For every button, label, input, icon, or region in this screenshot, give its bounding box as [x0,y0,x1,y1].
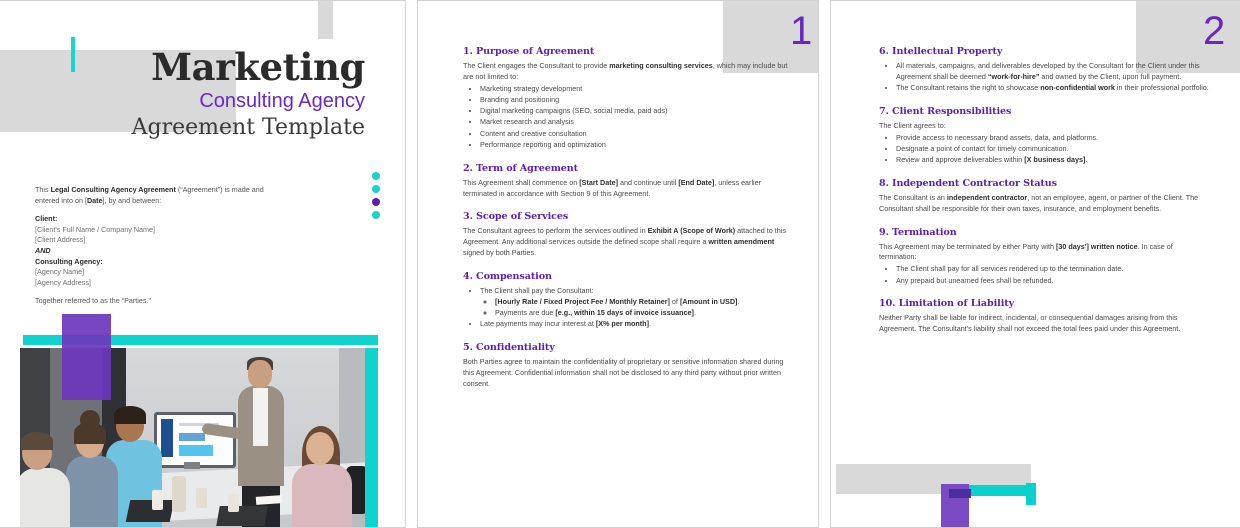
cover-and-label [35,246,280,257]
section-confidentiality [463,341,793,389]
section-4-bullet-list [463,286,793,330]
cover-intro-spacer-2 [35,288,280,296]
section-independent-contractor-status [879,177,1209,215]
section-6-b2-a: The Consultant retains the right to showcase [896,83,1041,93]
section-6-b2-b: in their professional portfolio. [1114,83,1209,93]
page-2-content-column [463,45,793,389]
section-termination [879,226,1209,287]
section-8-body-a: The Consultant is an [879,193,947,203]
scene-laptop-1 [126,500,175,522]
section-3-body-b: attached to this Agreement. Any additional services outside the defined scope shall require a [463,226,786,247]
scene-attendee-1-body [20,468,70,528]
section-4-bullet-2 [480,319,793,330]
scene-monitor-chart-1 [179,433,205,441]
scene-monitor-sidebar [161,419,173,457]
scene-presenter-head [248,360,272,388]
section-4-sub-bullet-2 [495,308,793,319]
section-1-bullet: • Content and creative consultation [480,129,793,140]
cover-purple-rectangle-decoration [62,314,111,400]
section-4-sub-1-mid: of [669,296,680,306]
section-heading-3: 3. Scope of Services [463,211,569,223]
section-8-body-b: , not an employee, agent, or partner of the Client. The Consultant shall be responsible for their own taxes, insurance, and employment benefits. [879,193,1199,213]
section-4-sub-bullet-1 [495,297,793,308]
section-10-body: Neither Party shall be liable for indirect, incidental, or consequential damages arising from this Agreement. The Consultant's liability shall not exceed the total fees paid under this Agreement. [879,313,1181,334]
section-1-bullet: • Market research and analysis [480,117,793,128]
section-9-bullet-1: • The Client shall pay for all services rendered up to the termination date. [896,264,1209,275]
cover-title-subtitle: Consulting Agency [199,90,365,112]
section-3-body [463,226,793,258]
cover-intro-agreement-name: Legal Consulting Agency Agreement [50,185,176,194]
section-1-bullet: • Marketing strategy development [480,84,793,95]
cover-intro-spacer [35,206,280,214]
section-heading-4: 4. Compensation [463,270,552,282]
cover-intro-suffix: ], by and between: [102,195,162,205]
scene-attendee-2-bun [80,410,100,430]
cover-dot-1-icon [372,172,380,180]
section-purpose-of-agreement [463,45,793,151]
section-heading-5: 5. Confidentiality [463,342,555,354]
section-4-interest-rate: [X% per month] [595,319,649,329]
section-scope-of-services [463,210,793,258]
section-heading-10: 10. Limitation of Liability [879,298,1015,310]
section-9-body-b: . In case of termination: [879,241,1173,262]
section-9-notice-period: [30 days'] written notice [1055,241,1138,251]
section-2-body-b: and continue until [618,177,679,187]
scene-attendee-1-hair [21,432,53,450]
scene-water-bottle [172,476,186,512]
section-4-bullet-2-b: . [648,319,651,329]
document-page-2[interactable] [417,0,819,528]
cover-client-address: [Client Address] [35,235,86,245]
cover-intro-mid: (“Agreement”) is made and entered into on [ [35,185,264,205]
section-7-b3-b: . [1085,155,1088,165]
cover-dot-4-icon [372,211,380,219]
section-4-sub-2-b: . [693,307,696,317]
page-3-cyan-upright-decoration [1026,483,1036,505]
section-3-written-amendment: written amendment [708,237,775,247]
section-heading-2: 2. Term of Agreement [463,162,578,174]
section-heading-7: 7. Client Responsibilities [879,105,1012,117]
page-3-purple-inner-decoration [949,489,971,498]
section-1-bullet: • Digital marketing campaigns (SEO, social media, paid ads) [480,106,793,117]
cover-intro-date-placeholder: Date [86,195,103,205]
cover-title-third-line: Agreement Template [131,115,365,140]
cover-dot-3-icon [372,198,380,206]
section-1-intro [463,61,793,83]
cover-agency-name: [Agency Name] [35,267,85,277]
cover-dot-decoration-group [372,172,380,219]
section-heading-9: 9. Termination [879,226,957,238]
section-8-independent-contractor: independent contractor [946,193,1028,203]
section-4-bullet-1 [480,286,793,319]
scene-monitor-stand [184,462,200,469]
page-2-number: 1 [790,9,813,53]
cover-grey-tab-decoration [318,1,333,39]
section-2-body-a: This Agreement shall commence on [463,177,580,187]
section-3-exhibit-a: Exhibit A (Scope of Work) [647,226,736,236]
section-2-body [463,178,793,200]
scene-attendee-4-body [292,464,352,528]
cover-dot-2-icon [372,185,380,193]
section-7-bullet-3 [896,155,1209,166]
section-9-body-a: This Agreement may be terminated by either Party with [879,241,1056,251]
cover-title-main: Marketing [151,45,365,89]
document-page-3[interactable] [830,0,1240,528]
section-3-body-a: The Consultant agrees to perform the services outlined in [463,226,648,236]
scene-attendee-2-body [66,456,118,528]
section-1-intro-a: The Client engages the Consultant to provide [463,61,610,70]
section-4-sub-2-a: Payments are due [495,307,556,317]
section-4-rate-placeholder: [Hourly Rate / Fixed Project Fee / Monthly Retainer] [495,296,670,306]
section-2-body-c: , unless earlier terminated in accordance with Section 9 of this Agreement. [463,177,762,198]
scene-coffee-cup-1 [152,490,163,510]
section-1-intro-b: , which may include but are not limited to: [463,61,788,81]
section-2-start-date: [Start Date] [579,177,619,187]
cover-intro-text-block [35,185,280,307]
cover-agency-label: Consulting Agency: [35,256,103,266]
section-limitation-of-liability [879,297,1209,335]
section-4-amount-placeholder: [Amount in USD] [679,296,738,306]
section-3-body-c: signed by both Parties. [463,248,537,258]
cover-title-block [0,45,365,142]
scene-laptop-2 [216,506,268,526]
section-1-bullet: • Branding and positioning [480,95,793,106]
section-compensation [463,270,793,330]
section-2-end-date: [End Date] [678,177,715,187]
section-4-bullet-2-a: Late payments may incur interest at [480,319,596,329]
section-4-sub-1-end: . [737,296,740,306]
section-9-bullet-list [879,264,1209,286]
section-7-review-window: [X business days] [1024,155,1086,165]
section-term-of-agreement [463,162,793,200]
section-heading-1: 1. Purpose of Agreement [463,46,595,57]
section-9-body [879,242,1209,264]
section-6-b1-b: and owned by the Client, upon full payment. [1039,71,1182,81]
scene-attendee-3-hair [114,406,146,424]
section-1-intro-bold: marketing consulting services [609,61,713,70]
section-7-bullet-list [879,133,1209,166]
cover-client-label: Client: [35,214,58,224]
section-4-payment-terms: [e.g., within 15 days of invoice issuance] [555,307,694,317]
section-6-non-confidential-work: non-confidential work [1040,83,1115,93]
scene-presentation-monitor [154,412,236,468]
page-3-content-column [879,45,1209,335]
section-client-responsibilities [879,105,1209,166]
cover-and-text: AND [35,245,51,255]
scene-presenter-shirt [253,388,268,446]
scene-monitor-chart-2 [179,445,213,456]
section-heading-8: 8. Independent Contractor Status [879,178,1057,190]
section-6-work-for-hire: “work-for-hire” [987,71,1040,81]
section-4-sub-list [480,297,793,319]
section-1-bullet: • Performance reporting and optimization [480,140,793,151]
page-3-number: 2 [1203,9,1226,53]
cover-agency-address: [Agency Address] [35,277,91,287]
section-7-bullet-1: • Provide access to necessary brand assets, data, and platforms. [896,133,1209,144]
cover-client-name: [Client's Full Name / Company Name] [35,224,156,234]
cover-intro-prefix: This [35,185,51,194]
section-6-bullet-list [879,61,1209,94]
section-1-bullet-list [463,84,793,151]
scene-coffee-cup-2 [196,488,207,508]
scene-attendee-4-head [306,432,334,465]
section-heading-6: 6. Intellectual Property [879,46,1003,57]
section-7-intro: The Client agrees to: [879,120,946,130]
section-6-bullet-1 [896,61,1209,83]
section-4-bullet-1-text: The Client shall pay the Consultant: [480,285,594,295]
scene-coffee-cup-3 [228,494,239,512]
section-5-body: Both Parties agree to maintain the confidentiality of proprietary or sensitive information shared during this Agreement. Confidential information shall not be disclosed to any third party without prior written consent. [463,357,784,388]
document-page-1-cover[interactable] [0,0,406,528]
section-intellectual-property [879,45,1209,94]
section-6-b1-a: All materials, campaigns, and deliverables developed by the Consultant for the Client under this Agreement shall be deemed [896,61,1200,81]
cover-parties-note: Together referred to as the “Parties.” [35,296,151,306]
section-7-bullet-2: • Designate a point of contact for timely communication. [896,144,1209,155]
section-9-bullet-2: • Any prepaid but unearned fees shall be refunded. [896,276,1209,287]
section-7-b3-a: Review and approve deliverables within [896,155,1025,165]
section-6-bullet-2 [896,83,1209,94]
cover-intro-paragraph [35,185,280,206]
section-8-body [879,193,1209,215]
